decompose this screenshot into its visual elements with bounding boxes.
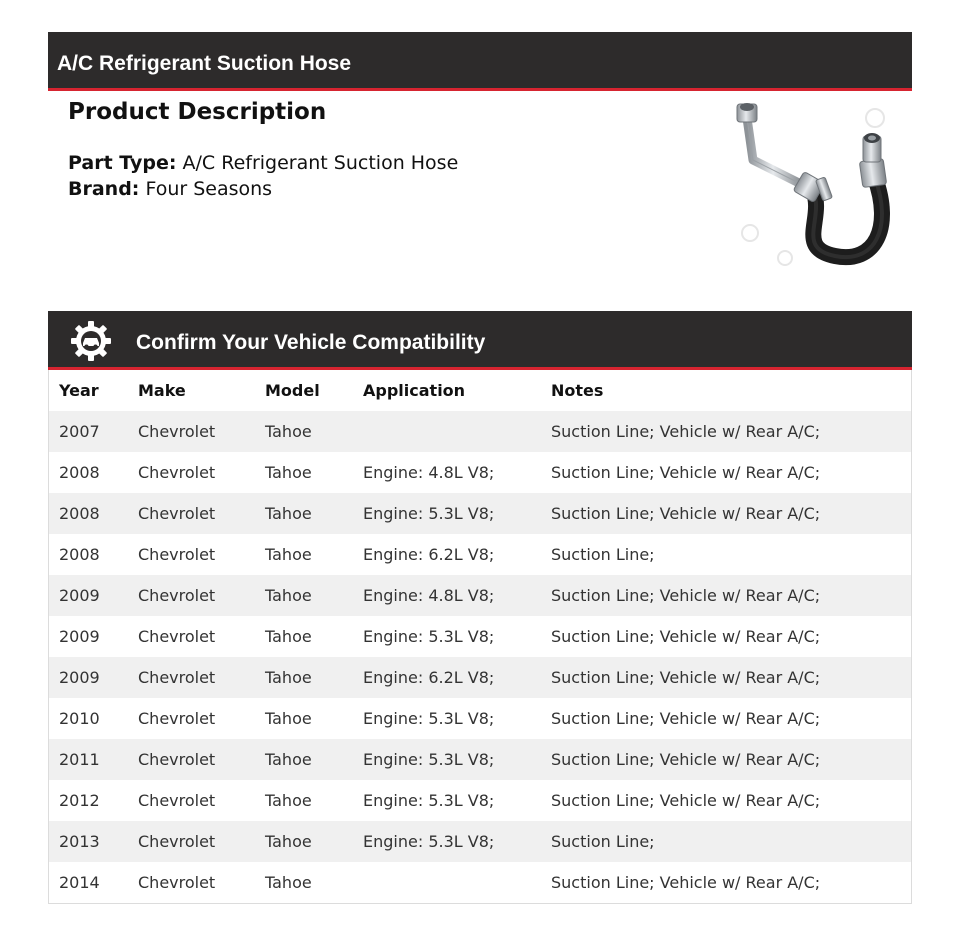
cell-application: Engine: 4.8L V8; bbox=[363, 463, 495, 482]
cell-model: Tahoe bbox=[265, 750, 312, 769]
cell-model: Tahoe bbox=[265, 709, 312, 728]
table-body bbox=[49, 411, 911, 903]
cell-year: 2010 bbox=[59, 709, 100, 728]
table-row bbox=[49, 821, 911, 862]
cell-model: Tahoe bbox=[265, 832, 312, 851]
table-row bbox=[49, 534, 911, 575]
brand-line bbox=[68, 176, 272, 202]
cell-application: Engine: 4.8L V8; bbox=[363, 586, 495, 605]
table-header-row bbox=[49, 370, 911, 411]
cell-model: Tahoe bbox=[265, 586, 312, 605]
cell-notes: Suction Line; Vehicle w/ Rear A/C; bbox=[551, 422, 821, 441]
cell-make: Chevrolet bbox=[138, 627, 216, 646]
cell-notes: Suction Line; Vehicle w/ Rear A/C; bbox=[551, 463, 821, 482]
cell-model: Tahoe bbox=[265, 627, 312, 646]
cell-model: Tahoe bbox=[265, 791, 312, 810]
cell-application: Engine: 6.2L V8; bbox=[363, 545, 495, 564]
cell-notes: Suction Line; Vehicle w/ Rear A/C; bbox=[551, 504, 821, 523]
column-header-model: Model bbox=[265, 381, 320, 400]
cell-make: Chevrolet bbox=[138, 709, 216, 728]
table-row bbox=[49, 452, 911, 493]
cell-year: 2011 bbox=[59, 750, 100, 769]
brand-value: Four Seasons bbox=[145, 178, 273, 200]
cell-application: Engine: 6.2L V8; bbox=[363, 668, 495, 687]
cell-application: Engine: 5.3L V8; bbox=[363, 627, 495, 646]
cell-year: 2014 bbox=[59, 873, 100, 892]
part-type-label: Part Type: bbox=[68, 152, 177, 174]
cell-application: Engine: 5.3L V8; bbox=[363, 791, 495, 810]
cell-notes: Suction Line; Vehicle w/ Rear A/C; bbox=[551, 586, 821, 605]
cell-notes: Suction Line; Vehicle w/ Rear A/C; bbox=[551, 791, 821, 810]
cell-model: Tahoe bbox=[265, 422, 312, 441]
table-row bbox=[49, 616, 911, 657]
cell-make: Chevrolet bbox=[138, 873, 216, 892]
cell-make: Chevrolet bbox=[138, 750, 216, 769]
cell-year: 2009 bbox=[59, 668, 100, 687]
cell-notes: Suction Line; bbox=[551, 832, 655, 851]
cell-model: Tahoe bbox=[265, 668, 312, 687]
cell-make: Chevrolet bbox=[138, 463, 216, 482]
cell-notes: Suction Line; bbox=[551, 545, 655, 564]
column-header-application: Application bbox=[363, 381, 466, 400]
cell-year: 2008 bbox=[59, 463, 100, 482]
column-header-notes: Notes bbox=[551, 381, 604, 400]
column-header-make: Make bbox=[138, 381, 186, 400]
cell-model: Tahoe bbox=[265, 463, 312, 482]
cell-application: Engine: 5.3L V8; bbox=[363, 709, 495, 728]
cell-make: Chevrolet bbox=[138, 668, 216, 687]
cell-year: 2008 bbox=[59, 504, 100, 523]
cell-model: Tahoe bbox=[265, 504, 312, 523]
compatibility-table bbox=[48, 370, 912, 904]
cell-make: Chevrolet bbox=[138, 791, 216, 810]
table-row bbox=[49, 575, 911, 616]
cell-notes: Suction Line; Vehicle w/ Rear A/C; bbox=[551, 627, 821, 646]
cell-model: Tahoe bbox=[265, 873, 312, 892]
cell-make: Chevrolet bbox=[138, 832, 216, 851]
column-header-year: Year bbox=[59, 381, 99, 400]
table-row bbox=[49, 493, 911, 534]
cell-make: Chevrolet bbox=[138, 545, 216, 564]
gear-car-icon bbox=[69, 319, 113, 363]
compatibility-banner bbox=[48, 311, 912, 370]
cell-make: Chevrolet bbox=[138, 504, 216, 523]
table-row bbox=[49, 739, 911, 780]
cell-application: Engine: 5.3L V8; bbox=[363, 750, 495, 769]
cell-year: 2007 bbox=[59, 422, 100, 441]
product-title-banner bbox=[48, 32, 912, 91]
table-row bbox=[49, 780, 911, 821]
brand-label: Brand: bbox=[68, 178, 140, 200]
ac-hose-product-image bbox=[725, 98, 915, 273]
cell-year: 2008 bbox=[59, 545, 100, 564]
table-row bbox=[49, 657, 911, 698]
cell-year: 2013 bbox=[59, 832, 100, 851]
cell-notes: Suction Line; Vehicle w/ Rear A/C; bbox=[551, 750, 821, 769]
cell-application: Engine: 5.3L V8; bbox=[363, 832, 495, 851]
cell-year: 2012 bbox=[59, 791, 100, 810]
cell-notes: Suction Line; Vehicle w/ Rear A/C; bbox=[551, 668, 821, 687]
product-description-heading: Product Description bbox=[68, 99, 327, 125]
cell-application: Engine: 5.3L V8; bbox=[363, 504, 495, 523]
cell-notes: Suction Line; Vehicle w/ Rear A/C; bbox=[551, 709, 821, 728]
product-title: A/C Refrigerant Suction Hose bbox=[57, 52, 352, 75]
cell-year: 2009 bbox=[59, 586, 100, 605]
cell-make: Chevrolet bbox=[138, 422, 216, 441]
table-row bbox=[49, 698, 911, 739]
table-row bbox=[49, 862, 911, 903]
cell-year: 2009 bbox=[59, 627, 100, 646]
cell-notes: Suction Line; Vehicle w/ Rear A/C; bbox=[551, 873, 821, 892]
table-row bbox=[49, 411, 911, 452]
part-type-value: A/C Refrigerant Suction Hose bbox=[182, 152, 459, 174]
compatibility-title: Confirm Your Vehicle Compatibility bbox=[136, 331, 486, 354]
cell-model: Tahoe bbox=[265, 545, 312, 564]
cell-make: Chevrolet bbox=[138, 586, 216, 605]
part-type-line bbox=[68, 150, 458, 176]
